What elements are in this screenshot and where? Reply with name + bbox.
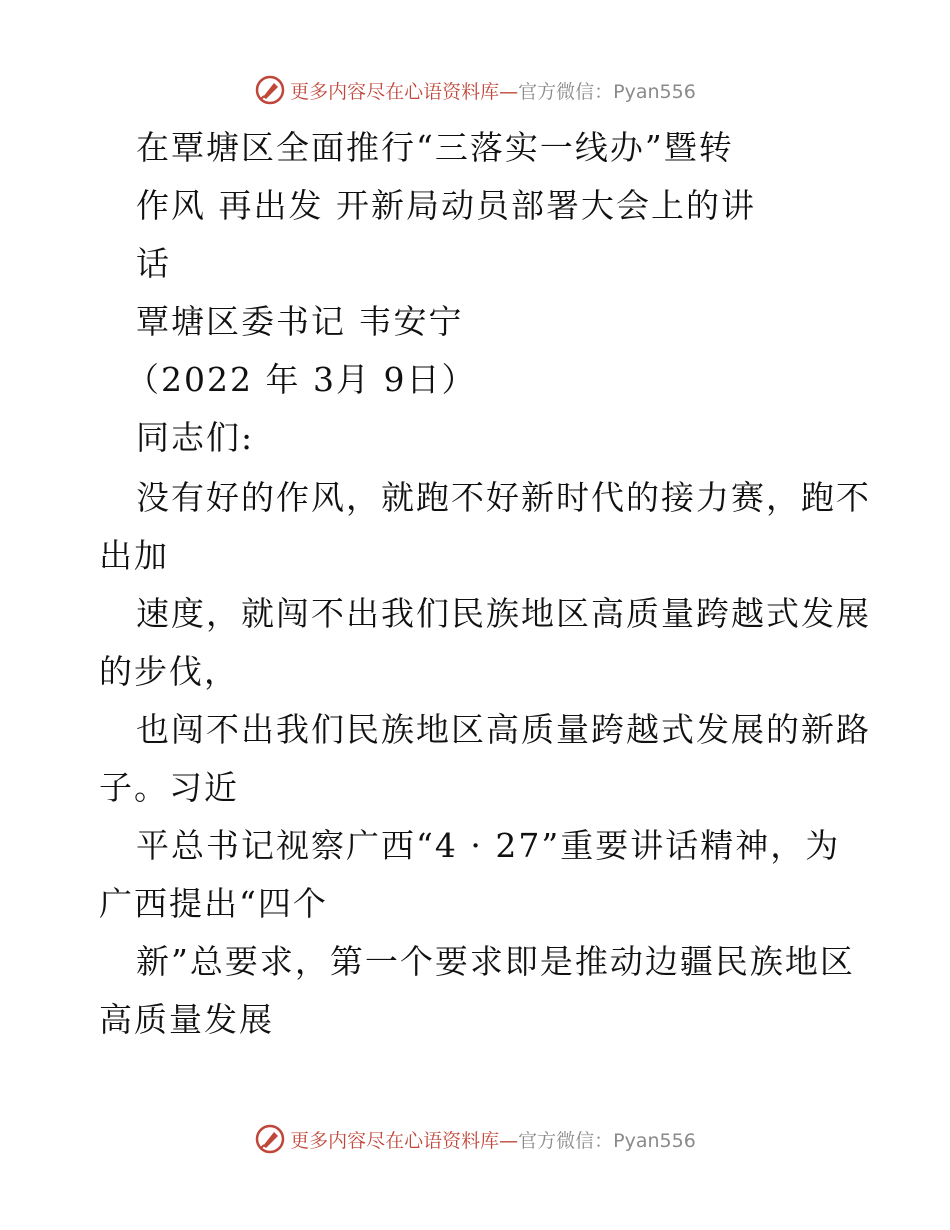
date-line: （2022 年 3月 9日）: [126, 360, 477, 399]
header-watermark: [0, 70, 950, 110]
title-line-1: 在覃塘区全面推行“三落实一线办”暨转: [136, 128, 734, 167]
body-line: 速度，就闯不出我们民族地区高质量跨越式发展: [136, 594, 871, 633]
body-line: 也闯不出我们民族地区高质量跨越式发展的新路: [136, 710, 871, 749]
body-line: 的步伐，: [99, 652, 239, 691]
body-line: 子。习近: [99, 768, 239, 807]
pen-nib-logo-icon: [254, 74, 286, 106]
body-line: 广西提出“四个: [99, 884, 328, 923]
watermark-text: 更多内容尽在心语资料库—官方微信：Pyan556: [290, 80, 696, 103]
body-line: 高质量发展: [99, 1000, 274, 1039]
body-line: 没有好的作风，就跑不好新时代的接力赛，跑不: [136, 478, 871, 517]
salutation-line: 同志们:: [136, 418, 255, 457]
author-line: 覃塘区委书记 韦安宁: [136, 302, 464, 341]
title-line-3: 话: [136, 244, 171, 283]
watermark-text: 更多内容尽在心语资料库—官方微信：Pyan556: [290, 1129, 696, 1152]
footer-watermark: [0, 1119, 950, 1159]
title-line-2: 作风 再出发 开新局动员部署大会上的讲: [136, 186, 756, 225]
body-line: 出加: [99, 536, 169, 575]
body-line: 平总书记视察广西“4 · 27”重要讲话精神，为: [136, 826, 841, 865]
pen-nib-logo-icon: [254, 1123, 286, 1155]
body-line: 新”总要求，第一个要求即是推动边疆民族地区: [136, 942, 855, 981]
